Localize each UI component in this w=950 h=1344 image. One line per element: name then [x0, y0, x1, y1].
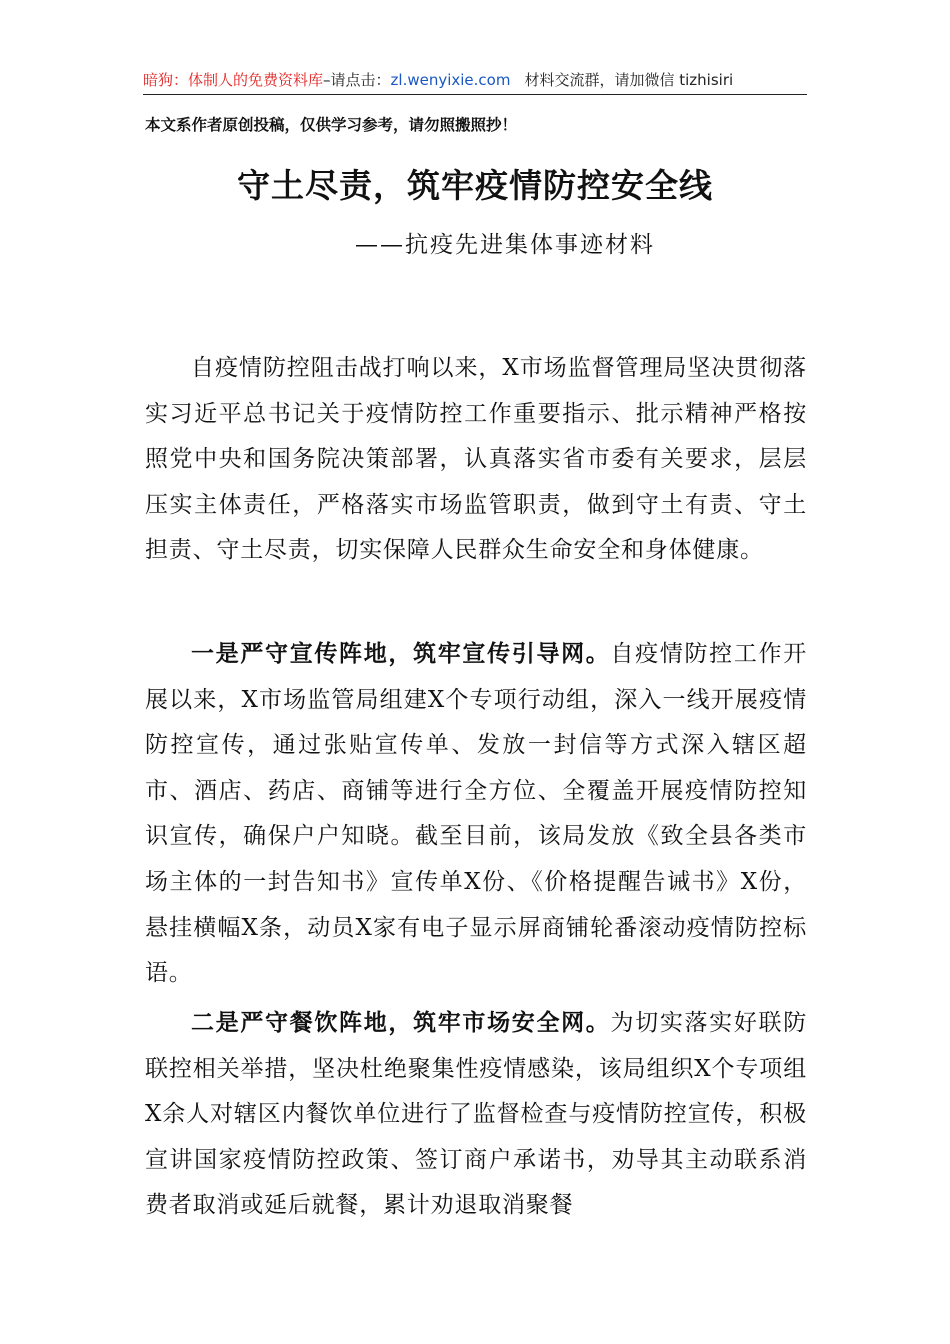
header-prompt: –请点击：	[323, 71, 391, 89]
document-title: 守土尽责，筑牢疫情防控安全线	[237, 166, 713, 205]
document-subtitle: ——抗疫先进集体事迹材料	[355, 232, 655, 258]
page-header	[143, 68, 807, 95]
section-1-paragraph	[145, 631, 807, 997]
header-contact: 材料交流群，请加微信 tizhisiri	[524, 71, 734, 89]
header-link[interactable]: zl.wenyixie.com	[390, 71, 511, 89]
section-2-paragraph	[145, 1000, 807, 1229]
section-2-body: 为切实落实好联防联控相关举措，坚决杜绝聚集性疫情感染，该局组织X个专项组X余人对辖区内餐饮单位进行了监督检查与疫情防控宣传，积极宣讲国家疫情防控政策、签订商户承诺书，劝导其主动联系消费者取消或延后就餐，累计劝退取消聚餐	[145, 1010, 807, 1219]
section-2-heading: 二是严守餐饮阵地，筑牢市场安全网。	[191, 1009, 611, 1036]
header-brand: 暗狗：体制人的免费资料库	[143, 71, 324, 89]
section-1-heading: 一是严守宣传阵地，筑牢宣传引导网。	[191, 640, 611, 667]
section-1-body: 自疫情防控工作开展以来，X市场监管局组建X个专项行动组，深入一线开展疫情防控宣传，通过张贴宣传单、发放一封信等方式深入辖区超市、酒店、药店、商铺等进行全方位、全覆盖开展疫情防控知识宣传，确保户户知晓。截至目前，该局发放《致全县各类市场主体的一封告知书》宣传单X份、《价格提醒告诫书》X份，悬挂横幅X条，动员X家有电子显示屏商铺轮番滚动疫情防控标语。	[145, 641, 807, 987]
intro-paragraph: 自疫情防控阻击战打响以来，X市场监督管理局坚决贯彻落实习近平总书记关于疫情防控工作重要指示、批示精神严格按照党中央和国务院决策部署，认真落实省市委有关要求，层层压实主体责任，严格落实市场监管职责，做到守土有责、守土担责、守土尽责，切实保障人民群众生命安全和身体健康。	[145, 355, 807, 564]
copyright-notice: 本文系作者原创投稿，仅供学习参考，请勿照搬照抄！	[145, 115, 518, 134]
